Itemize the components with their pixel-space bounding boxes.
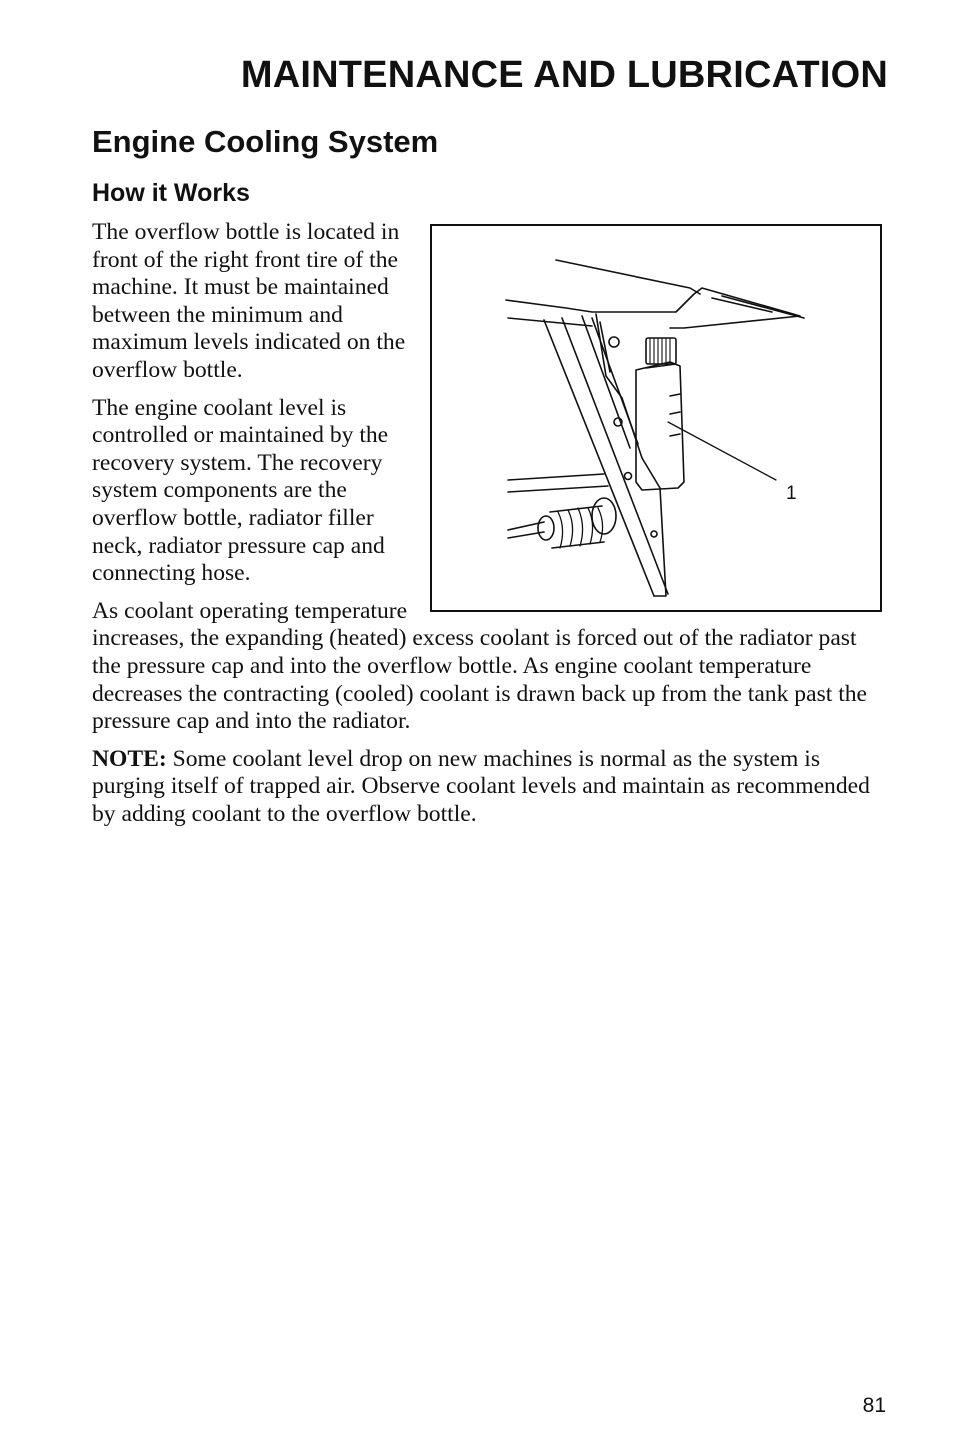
paragraph-overflow-bottle: The overflow bottle is located in front of the right front tire of the machine. It must be maintained between the minimum and maximum levels indicated on the overflow bottle.: [92, 219, 406, 383]
note-paragraph: [92, 746, 882, 829]
subsection-title: How it Works: [92, 179, 250, 207]
content-column: [92, 176, 882, 838]
section-title: Engine Cooling System: [92, 124, 439, 159]
chapter-title: MAINTENANCE AND LUBRICATION: [240, 54, 888, 96]
overflow-bottle-figure: [430, 224, 882, 612]
overflow-bottle-illustration-icon: [432, 226, 880, 610]
note-label: NOTE:: [92, 745, 167, 772]
paragraph-coolant-flow: As coolant operating temperature increases, the expanding (heated) excess coolant is forced out of the radiator past the pressure cap and into the overflow bottle. As engine coolant temperature decreases the contracting (cooled) coolant is drawn back up from the tank past the pressure cap and into the radiator.: [92, 597, 868, 735]
paragraph-recovery-system: The engine coolant level is controlled or maintained by the recovery system. The recovery system components are the overflow bottle, radiator filler neck, radiator pressure cap and connecting hose.: [92, 394, 389, 587]
page-number: 81: [862, 1394, 886, 1417]
note-text: Some coolant level drop on new machines is normal as the system is purging itself of trapped air. Observe coolant levels and maintain as recommended by adding coolant to the overflow bottle.: [92, 745, 870, 827]
figure-callout-1: 1: [786, 483, 797, 504]
